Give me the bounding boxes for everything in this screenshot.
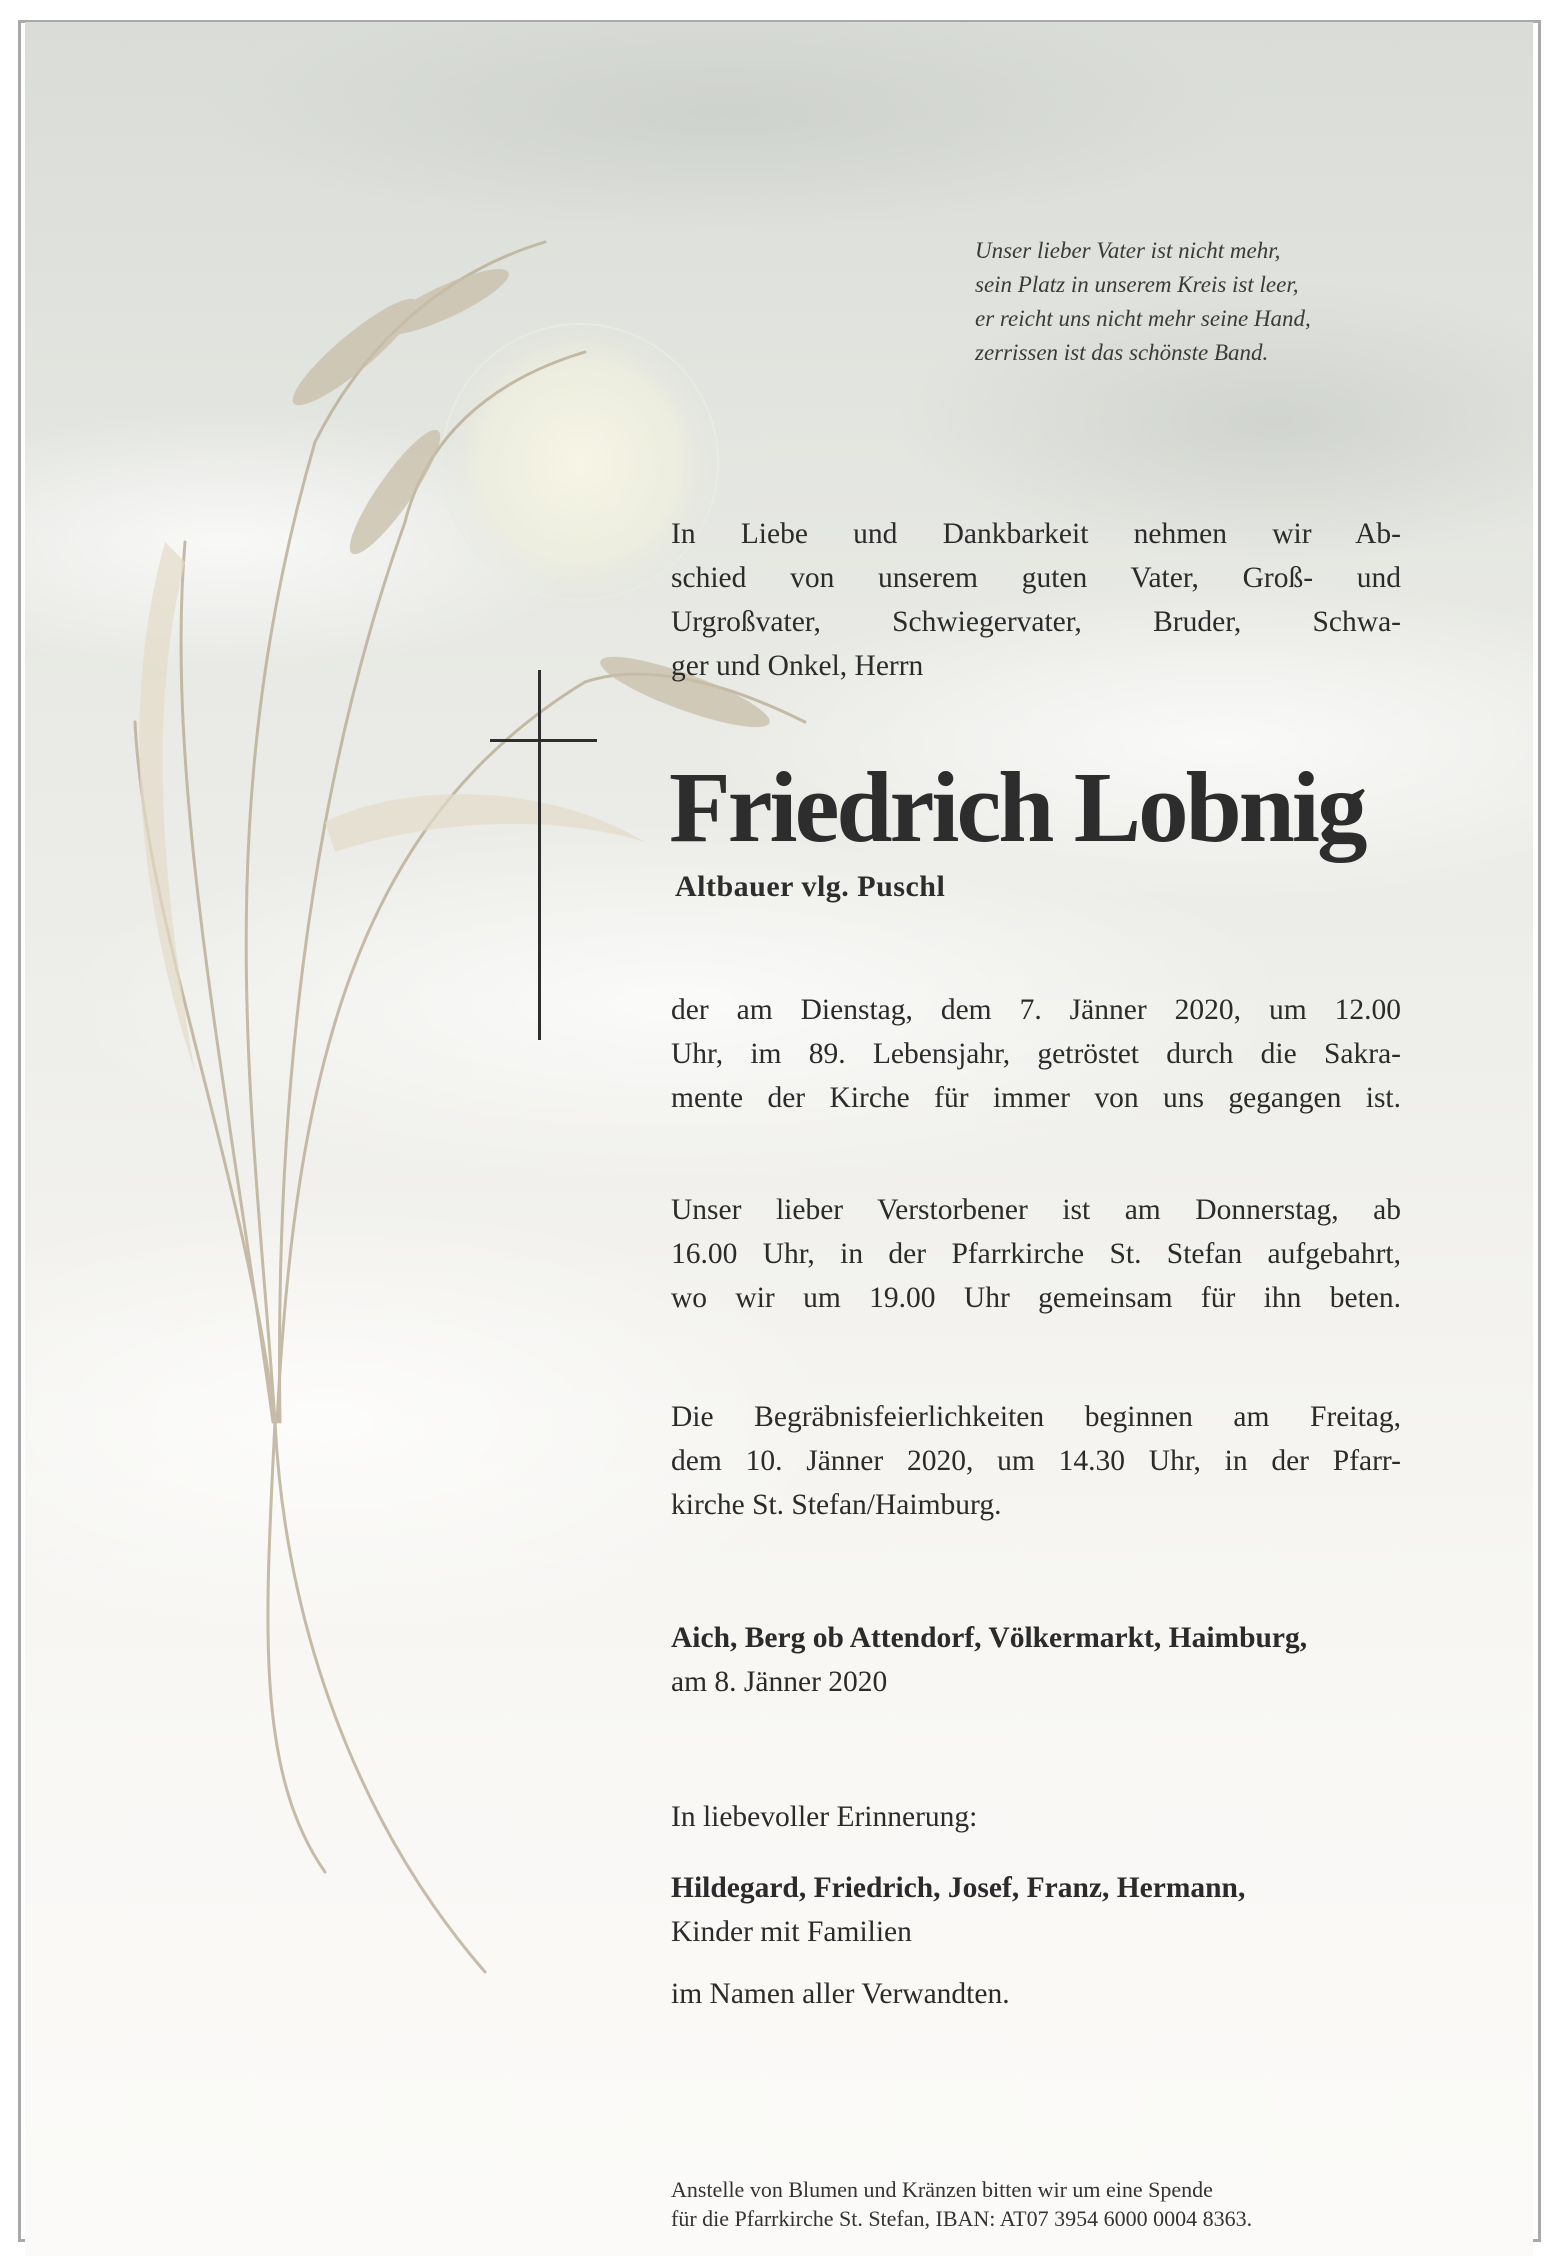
mourners-block — [671, 1866, 1401, 1954]
relatives-block — [671, 1972, 1401, 2016]
funeral-line: kirche St. Stefan/Haimburg. — [671, 1489, 1002, 1521]
funeral-line: dem 10. Jänner 2020, um 14.30 Uhr, in der Pfarr- — [671, 1445, 1401, 1477]
funeral-line: Die Begräbnisfeierlichkeiten beginnen am Freitag, — [671, 1401, 1401, 1433]
viewing-line: 16.00 Uhr, in der Pfarrkirche St. Stefan aufgebahrt, — [671, 1238, 1401, 1270]
cross-icon-bar — [490, 739, 597, 742]
death-line: Uhr, im 89. Lebensjahr, getröstet durch die Sakra- — [671, 1038, 1401, 1070]
poem-line: zerrissen ist das schönste Band. — [975, 340, 1269, 365]
place-date — [671, 1616, 1401, 1704]
obituary-card — [25, 22, 1533, 2256]
death-paragraph — [671, 988, 1401, 1120]
intro-line: ger und Onkel, Herrn — [671, 650, 924, 682]
relatives-line: im Namen aller Verwandten. — [671, 1978, 1010, 2010]
deceased-title: Altbauer vlg. Puschl — [675, 870, 946, 903]
poem-quote — [975, 234, 1495, 370]
funeral-paragraph — [671, 1395, 1401, 1527]
donation-line: für die Pfarrkirche St. Stefan, IBAN: AT07 3954 6000 0004 8363. — [671, 2206, 1253, 2231]
mourners-names: Hildegard, Friedrich, Josef, Franz, Hermann, — [671, 1872, 1246, 1904]
places-line: Aich, Berg ob Attendorf, Völkermarkt, Haimburg, — [671, 1622, 1308, 1654]
intro-line: schied von unserem guten Vater, Groß- und — [671, 562, 1401, 594]
viewing-line: wo wir um 19.00 Uhr gemeinsam für ihn beten. — [671, 1282, 1401, 1314]
date-line: am 8. Jänner 2020 — [671, 1666, 888, 1698]
intro-paragraph — [671, 512, 1401, 688]
deceased-name: Friedrich Lobnig — [669, 751, 1365, 863]
death-line: der am Dienstag, dem 7. Jänner 2020, um 12.00 — [671, 994, 1401, 1026]
donation-line: Anstelle von Blumen und Kränzen bitten wir um eine Spende — [671, 2177, 1213, 2202]
poem-line: er reicht uns nicht mehr seine Hand, — [975, 306, 1311, 331]
donation-note — [671, 2175, 1391, 2233]
cross-icon — [538, 670, 541, 1040]
intro-line: Urgroßvater, Schwiegervater, Bruder, Schwa- — [671, 606, 1401, 638]
intro-line: In Liebe und Dankbarkeit nehmen wir Ab- — [671, 518, 1401, 550]
memory-line: In liebevoller Erinnerung: — [671, 1801, 978, 1833]
poem-line: sein Platz in unserem Kreis ist leer, — [975, 272, 1299, 297]
viewing-line: Unser lieber Verstorbener ist am Donnerstag, ab — [671, 1194, 1401, 1226]
viewing-paragraph — [671, 1188, 1401, 1320]
poem-line: Unser lieber Vater ist nicht mehr, — [975, 238, 1281, 263]
mourners-family: Kinder mit Familien — [671, 1916, 912, 1948]
death-line: mente der Kirche für immer von uns gegangen ist. — [671, 1082, 1401, 1114]
closing-block — [671, 1795, 1401, 1839]
